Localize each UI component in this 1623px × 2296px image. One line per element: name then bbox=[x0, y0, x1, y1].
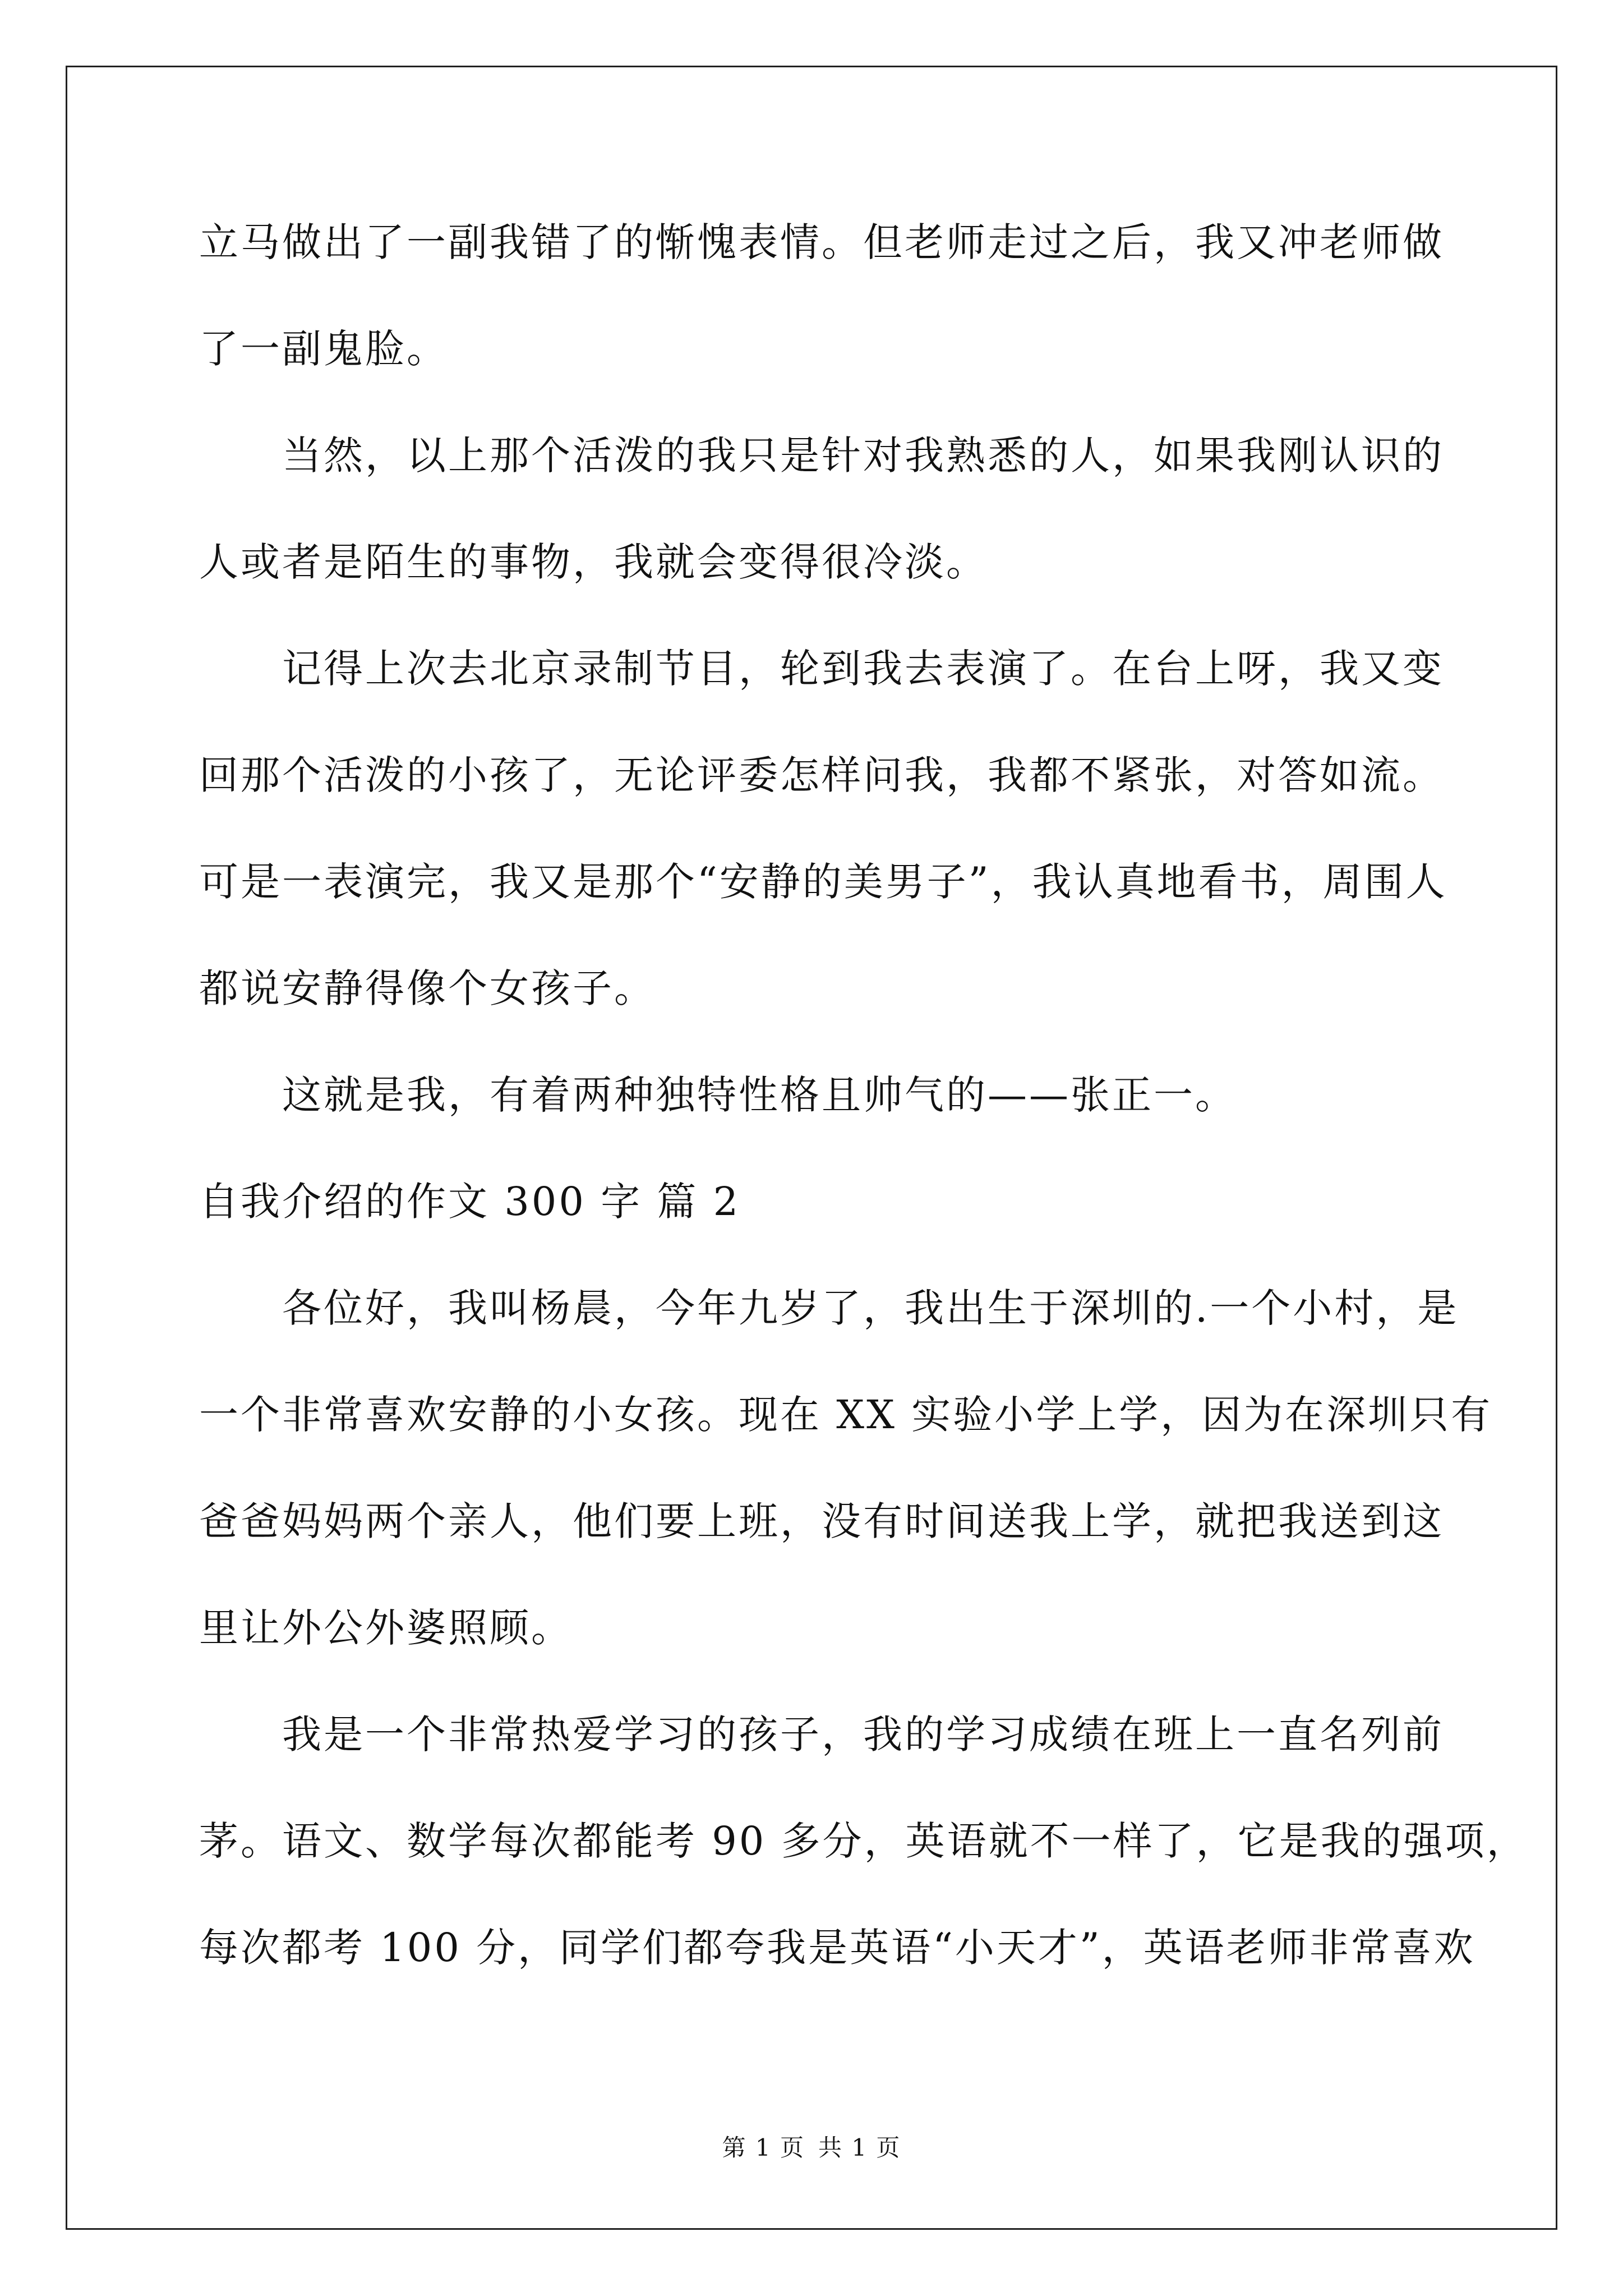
text-line: 各位好，我叫杨晨，今年九岁了，我出生于深圳的.一个小村，是 bbox=[282, 1285, 1459, 1331]
page-footer bbox=[0, 2134, 1623, 2162]
text-line: 了一副鬼脸。 bbox=[199, 326, 448, 372]
text-line: 都说安静得像个女孩子。 bbox=[199, 965, 656, 1011]
text-line: 茅。语文、数学每次都能考 90 多分，英语就不一样了，它是我的强项， bbox=[199, 1818, 1528, 1864]
text-line: 人或者是陌生的事物，我就会变得很冷淡。 bbox=[199, 539, 988, 585]
text-line: 每次都考 100 分，同学们都夸我是英语“小天才”，英语老师非常喜欢 bbox=[199, 1925, 1476, 1971]
text-line: 我是一个非常热爱学习的孩子，我的学习成绩在班上一直名列前 bbox=[282, 1711, 1444, 1757]
text-line: 一个非常喜欢安静的小女孩。现在 XX 实验小学上学，因为在深圳只有 bbox=[199, 1392, 1493, 1438]
text-line: 立马做出了一副我错了的惭愧表情。但老师走过之后，我又冲老师做 bbox=[199, 219, 1444, 265]
text-line: 当然，以上那个活泼的我只是针对我熟悉的人，如果我刚认识的 bbox=[282, 432, 1444, 478]
text-line: 这就是我，有着两种独特性格且帅气的——张正一。 bbox=[282, 1072, 1237, 1118]
page-border bbox=[66, 66, 1557, 2230]
text-line: 回那个活泼的小孩了，无论评委怎样问我，我都不紧张，对答如流。 bbox=[199, 752, 1444, 798]
text-line: 爸爸妈妈两个亲人，他们要上班，没有时间送我上学，就把我送到这 bbox=[199, 1498, 1444, 1544]
text-line: 记得上次去北京录制节目，轮到我去表演了。在台上呀，我又变 bbox=[282, 646, 1444, 692]
page-total: 共 1 页 bbox=[818, 2134, 901, 2161]
section-heading: 自我介绍的作文 300 字 篇 2 bbox=[199, 1179, 741, 1225]
text-line: 里让外公外婆照顾。 bbox=[199, 1605, 573, 1651]
page-number: 第 1 页 bbox=[722, 2134, 805, 2161]
text-line: 可是一表演完，我又是那个“安静的美男子”，我认真地看书，周围人 bbox=[199, 859, 1447, 905]
